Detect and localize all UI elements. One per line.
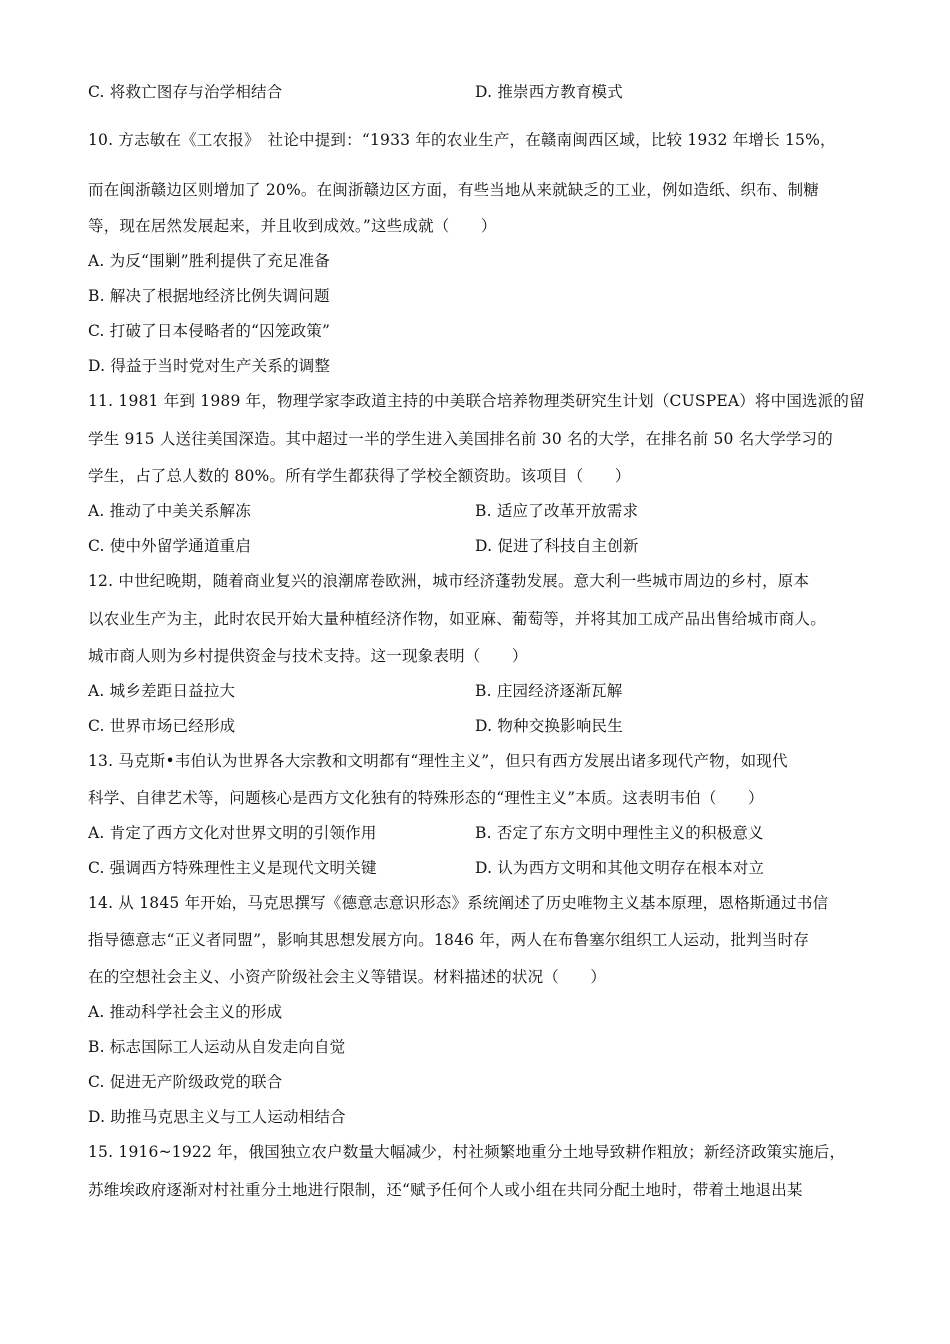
q14-stem-line-1: 14. 从 1845 年开始，马克思撰写《德意志意识形态》系统阐述了历史唯物主义基本原理，恩格斯通过书信 <box>88 894 829 912</box>
q12-option-c: C. 世界市场已经形成 <box>88 717 236 735</box>
q14-option-d: D. 助推马克思主义与工人运动相结合 <box>88 1108 346 1126</box>
q14-stem-line-3: 在的空想社会主义、小资产阶级社会主义等错误。材料描述的状况（ ） <box>88 968 607 986</box>
q12-option-b: B. 庄园经济逐渐瓦解 <box>475 682 623 700</box>
q10-option-b: B. 解决了根据地经济比例失调问题 <box>88 287 330 305</box>
q13-option-d: D. 认为西方文明和其他文明存在根本对立 <box>475 859 765 877</box>
q12-option-d: D. 物种交换影响民生 <box>475 717 623 735</box>
q14-option-c: C. 促进无产阶级政党的联合 <box>88 1073 283 1091</box>
q13-option-c: C. 强调西方特殊理性主义是现代文明关键 <box>88 859 377 877</box>
q11-option-d: D. 促进了科技自主创新 <box>475 537 639 555</box>
q10-stem-line-1: 10. 方志敏在《工农报》 社论中提到：“1933 年的农业生产，在赣南闽西区域，比较 1932 年增长 15%， <box>88 131 836 149</box>
q10-option-d: D. 得益于当时党对生产关系的调整 <box>88 357 331 375</box>
q11-stem-line-3: 学生，占了总人数的 80%。所有学生都获得了学校全额资助。该项目（ ） <box>88 467 631 485</box>
q13-option-a: A. 肯定了西方文化对世界文明的引领作用 <box>88 824 377 842</box>
q13-stem-line-1: 13. 马克斯•韦伯认为世界各大宗教和文明都有“理性主义”，但只有西方发展出诸多现代产物，如现代 <box>88 752 788 770</box>
q10-stem-line-3: 等，现在居然发展起来，并且收到成效。”这些成就（ ） <box>88 217 497 235</box>
q12-stem-line-2: 以农业生产为主，此时农民开始大量种植经济作物，如亚麻、葡萄等，并将其加工成产品出售给城市商人。 <box>88 610 826 628</box>
q12-stem-line-1: 12. 中世纪晚期，随着商业复兴的浪潮席卷欧洲，城市经济蓬勃发展。意大利一些城市周边的乡村，原本 <box>88 572 810 590</box>
q15-stem-line-1: 15. 1916~1922 年，俄国独立农户数量大幅减少，村社频繁地重分土地导致耕作粗放；新经济政策实施后， <box>88 1143 846 1161</box>
q14-option-a: A. 推动科学社会主义的形成 <box>88 1003 283 1021</box>
q11-option-a: A. 推动了中美关系解冻 <box>88 502 251 520</box>
q14-stem-line-2: 指导德意志“正义者同盟”，影响其思想发展方向。1846 年，两人在布鲁塞尔组织工人运动，批判当时存 <box>88 931 810 949</box>
q11-stem-line-2: 学生 915 人送往美国深造。其中超过一半的学生进入美国排名前 30 名的大学，在排名前 50 名大学学习的 <box>88 430 833 448</box>
q10-option-a: A. 为反“围剿”胜利提供了充足准备 <box>88 252 330 270</box>
q11-option-b: B. 适应了改革开放需求 <box>475 502 639 520</box>
q15-stem-line-2: 苏维埃政府逐渐对村社重分土地进行限制，还“赋予任何个人或小组在共同分配土地时，带着土地退出某 <box>88 1181 803 1199</box>
q13-option-b: B. 否定了东方文明中理性主义的积极意义 <box>475 824 764 842</box>
q9-option-d: D. 推崇西方教育模式 <box>475 83 623 101</box>
q10-stem-line-2: 而在闽浙赣边区则增加了 20%。在闽浙赣边区方面，有些当地从来就缺乏的工业，例如造纸、织布、制糖 <box>88 181 819 199</box>
q10-option-c: C. 打破了日本侵略者的“囚笼政策” <box>88 322 331 340</box>
q11-option-c: C. 使中外留学通道重启 <box>88 537 252 555</box>
q12-stem-line-3: 城市商人则为乡村提供资金与技术支持。这一现象表明（ ） <box>88 647 528 665</box>
q11-stem-line-1: 11. 1981 年到 1989 年，物理学家李政道主持的中美联合培养物理类研究生计划（CUSPEA）将中国选派的留 <box>88 392 865 410</box>
q13-stem-line-2: 科学、自律艺术等，问题核心是西方文化独有的特殊形态的“理性主义”本质。这表明韦伯（ ） <box>88 789 764 807</box>
q14-option-b: B. 标志国际工人运动从自发走向自觉 <box>88 1038 346 1056</box>
q9-option-c: C. 将救亡图存与治学相结合 <box>88 83 283 101</box>
q12-option-a: A. 城乡差距日益拉大 <box>88 682 236 700</box>
